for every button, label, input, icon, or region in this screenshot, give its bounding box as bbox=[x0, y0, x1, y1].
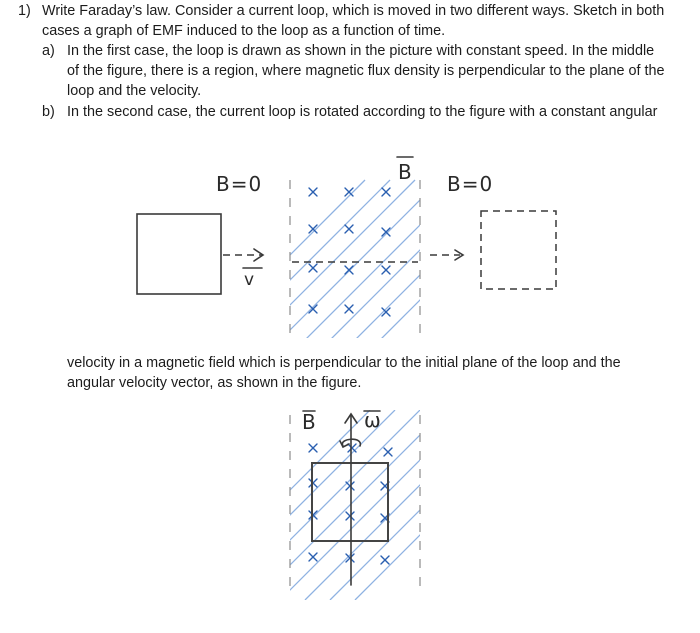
part-b-line-1: In the second case, the current loop is rotated according to the figure with a constant angular bbox=[67, 104, 658, 120]
part-a-line-3: loop and the velocity. bbox=[67, 83, 202, 99]
field-zero-label-right: B=0 bbox=[447, 172, 494, 196]
intro-line-1: Write Faraday’s law. Consider a current loop, which is moved in two different ways. Sketch in both bbox=[42, 3, 665, 19]
omega-label: ω bbox=[364, 408, 382, 432]
cross-mark-grid bbox=[309, 188, 390, 316]
field-hatching-2 bbox=[180, 410, 545, 600]
current-loop-final bbox=[481, 211, 556, 289]
intro-line-2: cases a graph of EMF induced to the loop as a function of time. bbox=[42, 23, 446, 39]
part-a-label: a) bbox=[42, 43, 55, 59]
arrow-right-icon bbox=[254, 249, 263, 261]
current-loop-initial bbox=[137, 214, 221, 294]
field-label: B bbox=[398, 160, 413, 184]
part-a-line-1: In the first case, the loop is drawn as shown in the picture with constant speed. In the middle bbox=[67, 43, 655, 59]
part-a-line-2: of the figure, there is a region, where magnetic flux density is perpendicular to the plane of the bbox=[67, 63, 665, 79]
velocity-label: v bbox=[244, 270, 256, 290]
part-b-line-2: velocity in a magnetic field which is perpendicular to the initial plane of the loop and the bbox=[67, 355, 621, 371]
problem-number: 1) bbox=[18, 3, 31, 19]
field-zero-label-left: B=0 bbox=[216, 172, 263, 196]
part-b-line-3: angular velocity vector, as shown in the figure. bbox=[67, 375, 362, 391]
field-label-2: B bbox=[302, 410, 317, 434]
part-b-label: b) bbox=[42, 104, 55, 120]
